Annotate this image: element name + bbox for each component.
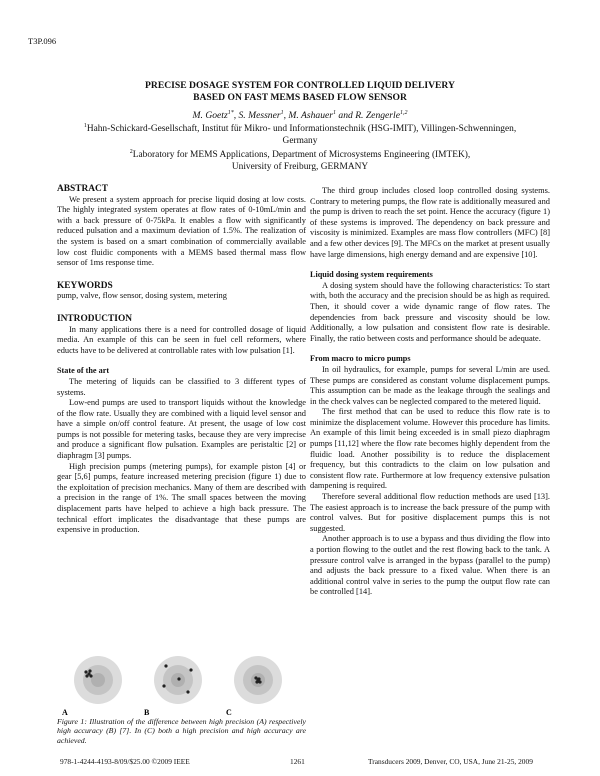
footer-isbn: 978-1-4244-4193-8/09/$25.00 ©2009 IEEE [60, 757, 190, 766]
macro-micro-heading: From macro to micro pumps [310, 354, 411, 364]
author-1: M. Goetz [192, 110, 228, 121]
keywords-text: pump, valve, flow sensor, dosing system, metering [57, 291, 227, 301]
author-sep: , [233, 110, 239, 121]
requirements-text: A dosing system should have the following characteristics: To start with, both the accuracy and the precision should be as high as required. Then, it should cover a wide dynamic range of flow rates. The dependencies from back pressure and viscosity should be low. Additionally, a low pulsation and consistent flow rate is desirable. Finally, the ratio between costs and performance should be adequate. [310, 280, 550, 343]
title-line-1: PRECISE DOSAGE SYSTEM FOR CONTROLLED LIQUID DELIVERY [145, 80, 455, 91]
macro-paragraph-4: Another approach is to use a bypass and thus dividing the flow into a portion flowing to the outlet and the rest flowing back to the tank. A pressure control valve is arranged in the bypass (parallel to the pump) and adjusts the back pressure to a fixed value. When there is an additional control valve in series to the pump the output flow rate can be controlled [14]. [310, 534, 550, 597]
author-2: S. Messner [238, 110, 281, 121]
affiliation-1-text: Hahn-Schickard-Gesellschaft, Institut für Mikro- und Informationstechnik (HSG-IMIT), Villingen-Schwenningen, Germany [86, 124, 517, 146]
author-4: R. Zengerle [355, 110, 400, 121]
introduction-heading: INTRODUCTION [57, 313, 133, 324]
target-b [154, 656, 202, 704]
author-list [60, 110, 540, 121]
state-paragraph-2: Low-end pumps are used to transport liquids without the knowledge of the flow rate. Usually they are combined with a liquid level sensor and have a simple on/off control feature. At present, the usage of low cost pumps is not possible for metering tasks, because they are very imprecise and produce a significant flow pulsation. Examples are peristaltic [2] or diaphragm [3] pumps. [57, 398, 306, 461]
affiliation-2 [80, 150, 520, 173]
target-a [74, 656, 122, 704]
closed-loop-paragraph: The third group includes closed loop controlled dosing systems. Contrary to metering pumps, the flow rate is additionally measured and the pump is driven to reach the set point. Hence the accuracy (figure 1) of these systems is improved. The dependency on back pressure and viscosity is minimized. Examples are mass flow controllers (MFC) [8] and a few other devices [9]. The MFCs on the market at present usually have large dimensions, high energy demand and are expensive [10]. [310, 186, 550, 259]
author-sep: and [336, 110, 356, 121]
affiliation-1 [80, 124, 520, 147]
author-4-sup: 1,2 [399, 109, 408, 116]
affiliation-2-line-1: Laboratory for MEMS Applications, Department of Microsystems Engineering (IMTEK), [132, 150, 471, 160]
macro-paragraph-1: In oil hydraulics, for example, pumps for several L/min are used. These pumps are considered as constant volume displacement pumps. This assumption can be made as the leakage through the sealings and in the check valves can be neglected compared to the metered liquid. [310, 364, 550, 406]
footer-conference: Transducers 2009, Denver, CO, USA, June 21-25, 2009 [368, 757, 533, 766]
author-3: M. Ashauer [288, 110, 333, 121]
keywords-heading: KEYWORDS [57, 280, 113, 291]
target-c [234, 656, 282, 704]
figure-1-targets [60, 652, 294, 717]
figure-1-caption: Figure 1: Illustration of the difference between high precision (A) respectively high accuracy (B) [7]. In (C) both a high precision and high accuracy are achieved. [57, 717, 306, 745]
figure-label-a: A [62, 708, 68, 717]
state-of-art-heading: State of the art [57, 366, 110, 376]
figure-label-b: B [144, 708, 150, 717]
author-1-sup: 1* [227, 109, 234, 116]
state-paragraph-1: The metering of liquids can be classified to 3 different types of systems. [57, 376, 306, 397]
macro-paragraph-3: Therefore several additional flow reduction methods are used [13]. The easiest approach is to increase the back pressure of the pump with control valves. But for positive displacement pumps this is not suggested. [310, 492, 550, 533]
abstract-heading: ABSTRACT [57, 184, 109, 194]
title-line-2: BASED ON FAST MEMS BASED FLOW SENSOR [193, 92, 407, 103]
author-2-sup: 1 [280, 109, 284, 116]
introduction-text: In many applications there is a need for controlled dosage of liquid media. An example of this can be seen in fuel cell reformers, where educts have to be delivered at controllable rates with low pulsation [1]. [57, 324, 306, 355]
footer-page-number: 1261 [290, 757, 305, 766]
figure-label-c: C [226, 708, 232, 717]
affiliation-2-sup: 2 [129, 148, 133, 155]
author-3-sup: 1 [333, 109, 336, 116]
macro-paragraph-2: The first method that can be used to reduce this flow rate is to minimize the displacement volume. However this procedure has limits. An example of this limit being exceeded is in small piezo diaphragm pumps [11,12] where the flow rate becomes highly dependent from the fluidic load. Another possibility is to reduce the displacement frequency, but this contradicts to the claim on low pulsation and consistent flow rate. Furthermore at low frequency extensive pulsation dampening is required. [310, 407, 550, 491]
paper-id: T3P.096 [28, 36, 57, 46]
requirements-heading: Liquid dosing system requirements [310, 270, 433, 280]
abstract-text: We present a system approach for precise liquid dosing at low costs. The highly integrated system operates at flow rates of 0-10mL/min and with a back pressure of 0-75kPa. It enables a flow with significantly reduced pulsation and a maximum deviation of 1.5%. The realization of the system is based on a smart combination of commercially available low cost fluidic components with a MEMS based thermal mass flow sensor of 1ms response time. [57, 194, 306, 268]
state-paragraph-3: High precision pumps (metering pumps), for example piston [4] or gear [5,6] pumps, feature increased metering precision (figure 1) due to the exploitation of precision mechanics. Many of them are described with a precision in the range of 1%. The small spaces between the moving displacement parts have helped to achieve a high back pressure. The technical effort implicates the disadvantage that these pumps are expensive in production. [57, 461, 306, 535]
right-column [310, 186, 550, 598]
left-column [57, 184, 306, 536]
author-sep: , [283, 110, 289, 121]
affiliation-2-line-2: University of Freiburg, GERMANY [231, 161, 369, 172]
affiliation-1-sup: 1 [83, 122, 87, 129]
